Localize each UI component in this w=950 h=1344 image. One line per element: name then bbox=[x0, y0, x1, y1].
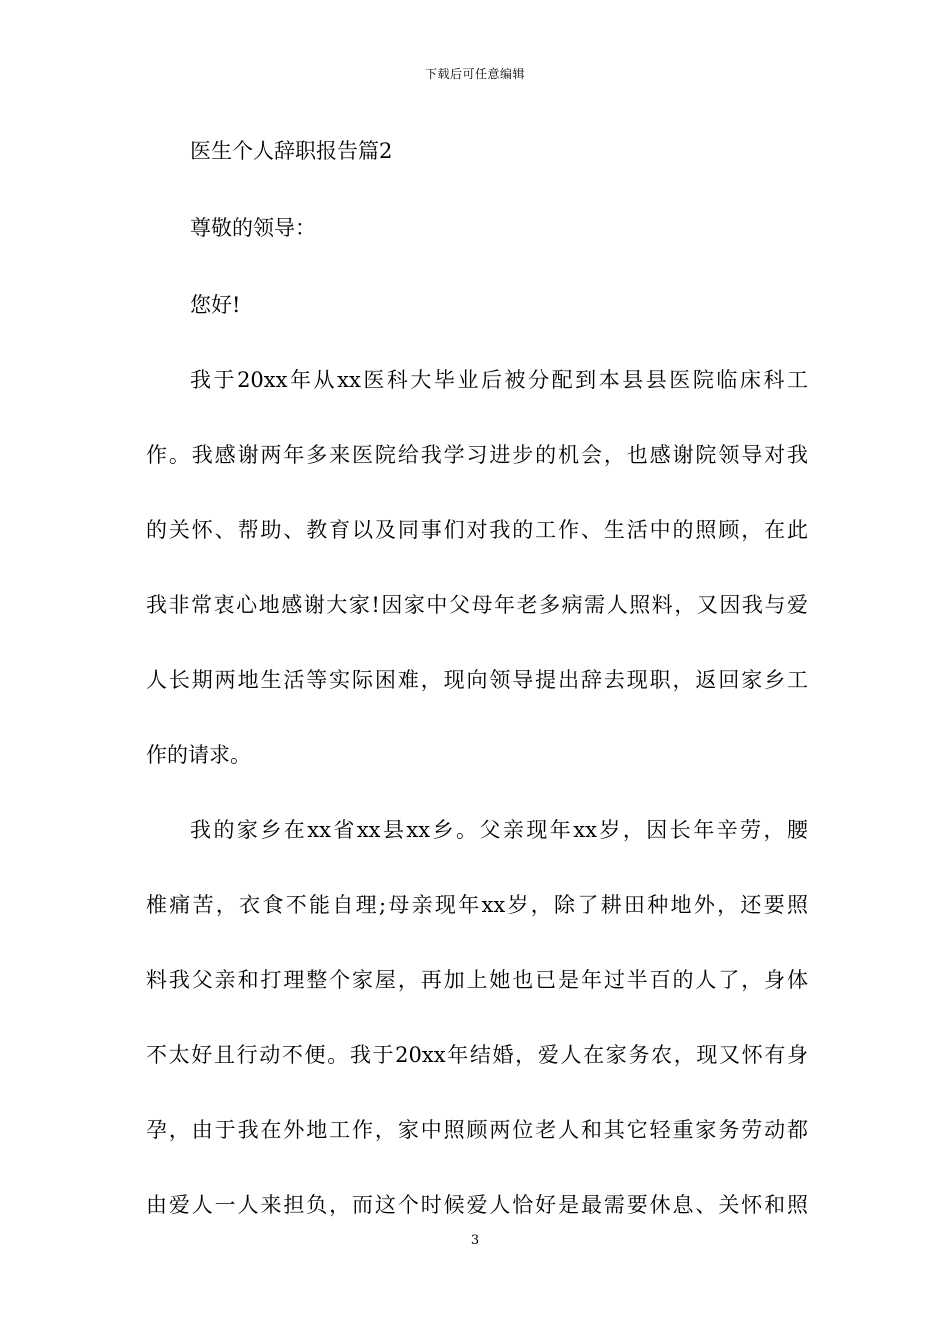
page-number: 3 bbox=[470, 1233, 480, 1248]
paragraph-1-line-5: 人长期两地生活等实际困难，现向领导提出辞去现职，返回家乡工 bbox=[146, 668, 808, 692]
paragraph-2-line-4: 不太好且行动不便。我于20xx年结婚，爱人在家务农，现又怀有身 bbox=[146, 1043, 808, 1067]
paragraph-2-line-2: 椎痛苦，衣食不能自理;母亲现年xx岁，除了耕田种地外，还要照 bbox=[146, 893, 808, 917]
paragraph-1-line-3: 的关怀、帮助、教育以及同事们对我的工作、生活中的照顾，在此 bbox=[146, 518, 808, 542]
document-title: 医生个人辞职报告篇2 bbox=[190, 139, 393, 163]
paragraph-2-line-1: 我的家乡在xx省xx县xx乡。父亲现年xx岁，因长年辛劳，腰 bbox=[190, 818, 808, 842]
paragraph-2-line-5: 孕，由于我在外地工作，家中照顾两位老人和其它轻重家务劳动都 bbox=[146, 1118, 808, 1142]
paragraph-1-line-1: 我于20xx年从xx医科大毕业后被分配到本县县医院临床科工 bbox=[190, 368, 808, 392]
salutation: 尊敬的领导： bbox=[190, 216, 316, 240]
header-note: 下载后可任意编辑 bbox=[424, 67, 525, 81]
paragraph-1-line-2: 作。我感谢两年多来医院给我学习进步的机会，也感谢院领导对我 bbox=[146, 443, 808, 467]
paragraph-2-line-6: 由爱人一人来担负，而这个时候爱人恰好是最需要休息、关怀和照 bbox=[146, 1193, 808, 1217]
greeting: 您好! bbox=[190, 293, 241, 317]
paragraph-2-line-3: 料我父亲和打理整个家屋，再加上她也已是年过半百的人了，身体 bbox=[146, 968, 808, 992]
paragraph-1-line-4: 我非常衷心地感谢大家!因家中父母年老多病需人照料，又因我与爱 bbox=[146, 593, 808, 617]
paragraph-1-line-6: 作的请求。 bbox=[146, 743, 251, 767]
